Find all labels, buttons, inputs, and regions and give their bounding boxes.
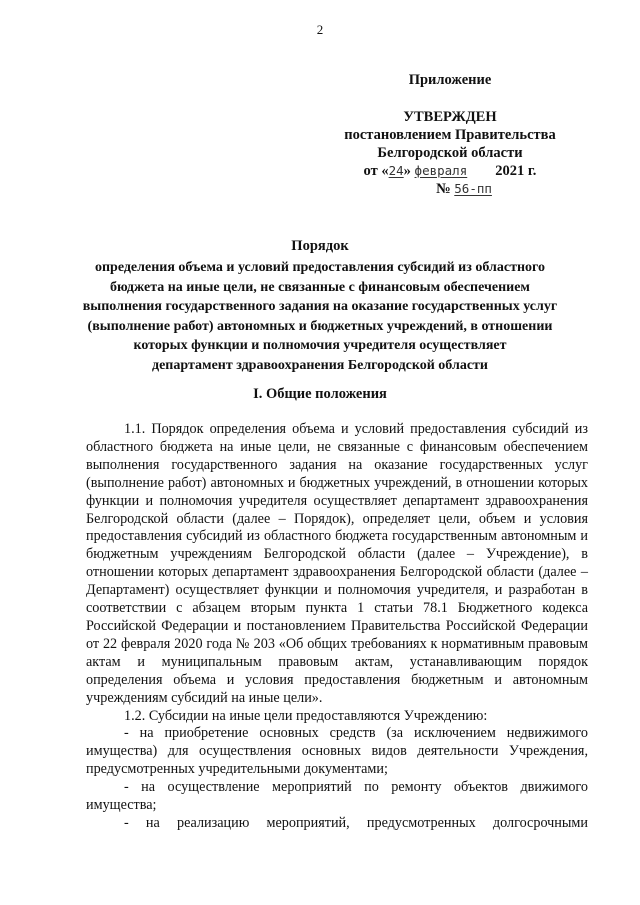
body-text	[86, 421, 588, 833]
number-prefix: №	[436, 181, 451, 197]
subtitle-line-3: выполнения государственного задания на оказание государственных услуг	[82, 299, 558, 315]
date-mid: »	[403, 163, 411, 179]
subtitle-line-5: которых функции и полномочия учредителя осуществляет	[133, 338, 507, 354]
date-month: февраля	[414, 163, 468, 178]
number-value: 56-пп	[454, 181, 492, 196]
section-heading: I. Общие положения	[253, 386, 387, 402]
date-day: 24	[388, 163, 404, 178]
appendix-label: Приложение	[408, 72, 492, 88]
document-subtitle	[60, 258, 580, 376]
subtitle-line-1: определения объема и условий предоставления субсидий из областного	[94, 260, 546, 275]
paragraph-1-1: 1.1. Порядок определения объема и условий предоставления субсидий из областного бюджета на иные цели, не связанные с финансовым обеспечением выполнения государственного задания на оказание государственных услуг (выполнение работ) автономных и бюджетных учреждений, в отношении которых функции и полномочия учредителя осуществляет департамент здравоохранения Белгородской области (далее – Порядок), определяет цели, объем и условия предоставления субсидий из областного бюджета государственным автономным и бюджетным учреждениям Белгородской области (далее – Учреждение), в отношении которых департамент здравоохранения Белгородской области (далее – Департамент) осуществляет функции и полномочия учредителя, и разработан в соответствии с абзацем вторым пункта 1 статьи 78.1 Бюджетного кодекса Российской Федерации и постановлением Правительства Российской Федерации от 22 февраля 2020 года № 203 «Об общих требованиях к нормативным правовым актам и муниципальным правовым актам, устанавливающим порядок определения объема и условия предоставления бюджетным и автономным учреждениям субсидий на иные цели».	[86, 421, 588, 706]
page-number: 2	[316, 22, 324, 37]
approved-by-line1: постановлением Правительства	[344, 127, 556, 143]
paragraph-list-2: - на осуществление мероприятий по ремонту объектов движимого имущества;	[86, 779, 588, 814]
approval-number	[314, 181, 614, 198]
date-year: 2021 г.	[495, 163, 537, 179]
approval-date	[300, 163, 600, 180]
subtitle-line-4: (выполнение работ) автономных и бюджетных учреждений, в отношении	[87, 318, 553, 334]
date-prefix: от «	[363, 163, 389, 179]
subtitle-line-2: бюджета на иные цели, не связанные с финансовым обеспечением	[110, 279, 530, 295]
subtitle-line-6: департамент здравоохранения Белгородской области	[152, 357, 488, 373]
approved-label: УТВЕРЖДЕН	[403, 109, 497, 125]
approved-by-line2: Белгородской области	[377, 145, 523, 161]
paragraph-list-1: - на приобретение основных средств (за исключением недвижимого имущества) для осуществления основных видов деятельности Учреждения, предусмотренных учредительными документами;	[86, 725, 588, 778]
paragraph-1-2: 1.2. Субсидии на иные цели предоставляются Учреждению:	[124, 707, 488, 724]
document-title: Порядок	[291, 238, 349, 254]
paragraph-list-3: - на реализацию мероприятий, предусмотренных долгосрочными	[124, 814, 588, 831]
